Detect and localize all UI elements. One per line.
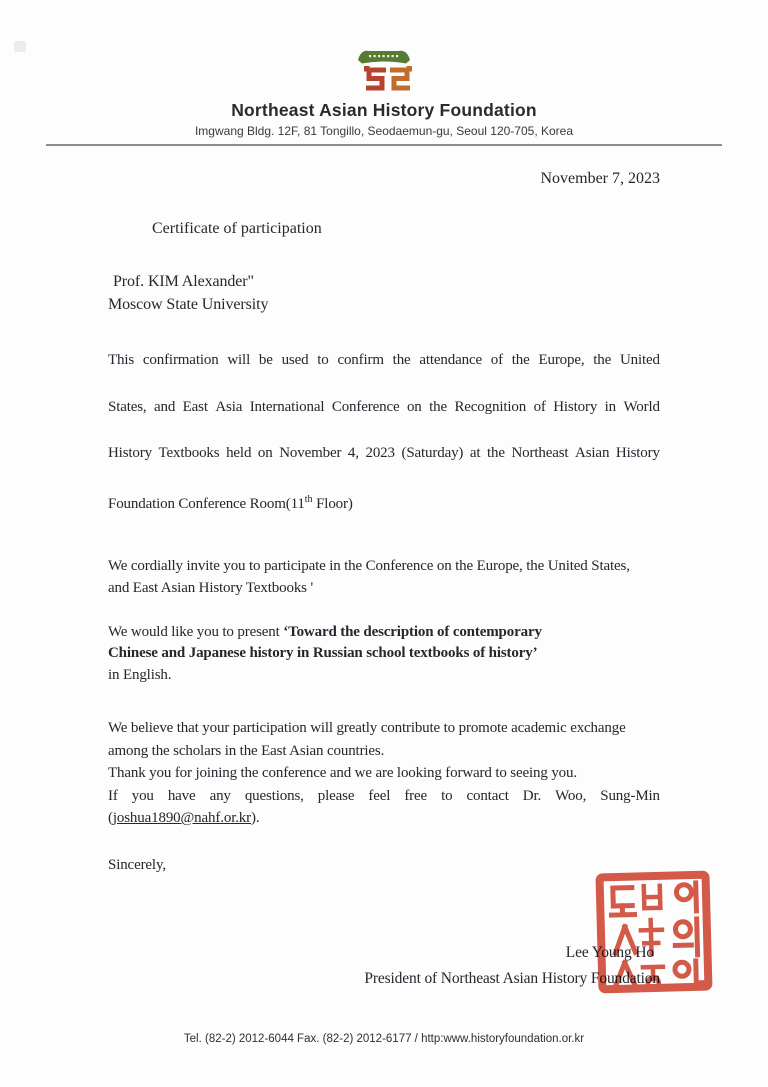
signature-block <box>108 942 660 990</box>
paragraph-line: and East Asian History Textbooks ' <box>108 580 314 596</box>
scan-artifact <box>14 41 26 52</box>
paragraph-line: in English. <box>108 666 172 683</box>
president-seal-icon <box>595 870 713 996</box>
recipient-name: Prof. KIM Alexander" <box>113 273 254 290</box>
paragraph-confirmation <box>108 350 660 514</box>
recipient-affiliation: Moscow State University <box>108 295 269 313</box>
paragraph-presentation <box>108 622 660 687</box>
foundation-logo-icon <box>352 44 416 98</box>
paragraph-line: We believe that your participation will greatly contribute to promote academic exchange <box>108 720 626 736</box>
line-text: ). <box>251 810 260 826</box>
letter-subject: Certificate of participation <box>152 219 322 237</box>
letter-date: November 7, 2023 <box>540 170 660 187</box>
organization-address: Imgwang Bldg. 12F, 81 Tongillo, Seodaemun-gu, Seoul 120-705, Korea <box>194 124 574 138</box>
ordinal-superscript: th <box>304 493 313 505</box>
presentation-title: ‘Toward the description of contemporary <box>283 623 542 640</box>
paragraph-line: States, and East Asia International Conference on the Recognition of History in World <box>108 398 660 415</box>
paragraph-line: We cordially invite you to participate in the Conference on the Europe, the United States, <box>108 557 630 574</box>
letterhead <box>0 0 768 146</box>
paragraph-contact <box>108 717 660 830</box>
paragraph-line: Thank you for joining the conference and we are looking forward to seeing you. <box>108 765 577 781</box>
header-divider <box>46 144 722 146</box>
paragraph-line: If you have any questions, please feel free to contact Dr. Woo, Sung-Min <box>108 787 660 804</box>
line-text: Foundation Conference Room(11 <box>108 495 305 512</box>
logo-right-glyph-icon <box>390 70 410 88</box>
paragraph-line <box>108 622 660 644</box>
footer-contact: Tel. (82-2) 2012-6044 Fax. (82-2) 2012-6177 / http:www.historyfoundation.or.kr <box>183 1033 585 1045</box>
paragraph-line: This confirmation will be used to confirm the attendance of the Europe, the United <box>108 352 660 368</box>
paragraph-line <box>108 807 660 830</box>
email-link[interactable]: joshua1890@nahf.or.kr <box>112 810 252 826</box>
line-text: Floor) <box>312 495 353 512</box>
recipient-block <box>108 271 660 316</box>
presentation-title: Chinese and Japanese history in Russian school textbooks of history’ <box>108 645 538 661</box>
letter-body <box>108 168 660 990</box>
paragraph-line <box>108 490 660 514</box>
line-text: We would like you to present <box>108 623 284 640</box>
paragraph-line: among the scholars in the East Asian countries. <box>108 742 385 759</box>
letter-closing: Sincerely, <box>108 856 166 873</box>
paragraph-line: History Textbooks held on November 4, 2023 (Saturday) at the Northeast Asian History <box>108 445 660 461</box>
logo-left-glyph-icon <box>366 70 386 88</box>
paragraph-invitation <box>108 555 660 600</box>
signature-name: Lee Young Ho <box>565 944 654 961</box>
signature-title: President of Northeast Asian History Foundation <box>364 969 660 987</box>
line-text: ( <box>108 810 113 826</box>
organization-title: Northeast Asian History Foundation <box>231 100 537 120</box>
